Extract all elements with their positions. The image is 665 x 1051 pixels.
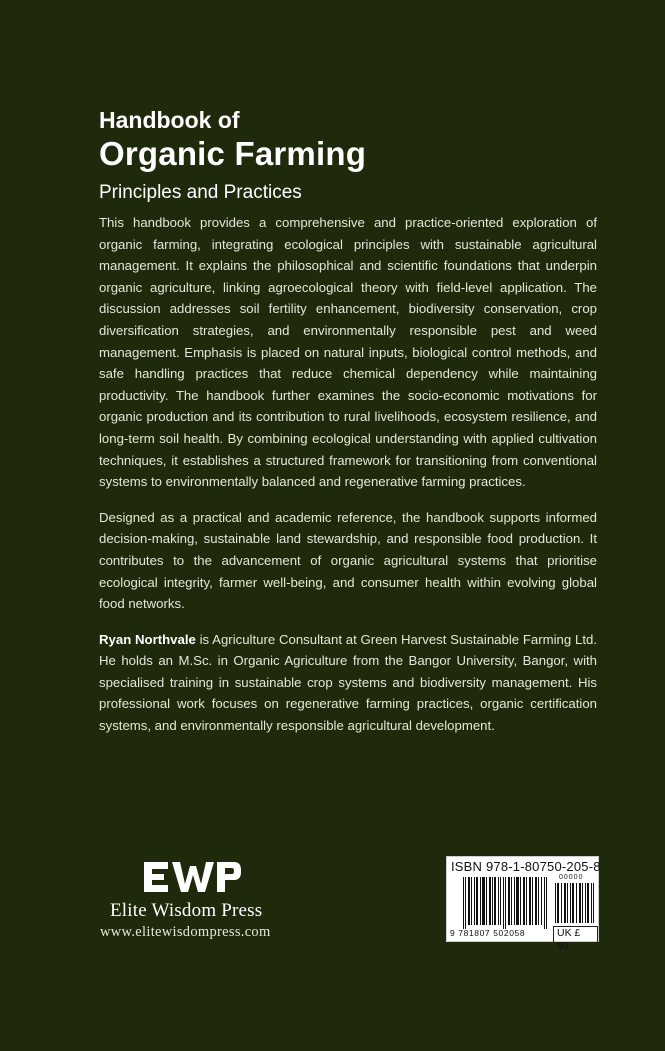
blurb-paragraph-1: This handbook provides a comprehensive and practice-oriented exploration of organic farming, integrating ecological principles with sustainable agricultural management. It explains the philosophical and scientific foundations that underpin organic agriculture, linking agroecological theory with field-level application. The discussion addresses soil fertility enhancement, biodiversity conservation, crop diversification strategies, and environmentally responsible pest and weed management. Emphasis is placed on natural inputs, biological control methods, and safe handling practices that reduce chemical dependency while maintaining productivity. The handbook further examines the socio-economic motivations for organic production and its contribution to rural livelihoods, ecosystem resilience, and long-term soil health. By combining ecological understanding with applied cultivation techniques, it establishes a structured framework for transitioning from conventional systems to environmentally balanced and regenerative farming practices.	[99, 215, 597, 490]
author-bio	[99, 629, 597, 737]
barcode-bars	[463, 877, 551, 929]
book-subtitle: Principles and Practices	[99, 182, 302, 203]
barcode-addon-bars	[555, 883, 595, 923]
barcode	[446, 856, 601, 952]
publisher-website: www.elitewisdompress.com	[100, 924, 271, 940]
barcode-digits: 9 781807 502058	[450, 928, 526, 938]
barcode-addon-digits: 00000	[559, 874, 584, 881]
book-title: Organic Farming	[99, 135, 367, 172]
price-label: UK £ 99	[553, 926, 598, 954]
publisher-block	[100, 858, 300, 941]
title-block	[99, 106, 599, 206]
author-name: Ryan Northvale	[99, 631, 196, 647]
blurb	[99, 212, 597, 751]
blurb-paragraph-2: Designed as a practical and academic reference, the handbook supports informed decision-making, sustainable land stewardship, and responsible food production. It contributes to the advancement of organic agricultural systems that prioritise ecological integrity, farmer well-being, and consumer health within evolving global food networks.	[99, 509, 597, 612]
title-line-1: Handbook of	[99, 107, 240, 133]
publisher-logo	[144, 858, 242, 896]
publisher-name: Elite Wisdom Press	[110, 900, 263, 921]
isbn-text: ISBN 978-1-80750-205-8	[451, 859, 601, 874]
author-bio-text: is Agriculture Consultant at Green Harvest Sustainable Farming Ltd. He holds an M.Sc. in Organic Agriculture from the Bangor University, Bangor, with specialised training in sustainable crop systems and biodiversity management. His professional work focuses on regenerative farming practices, organic certification systems, and environmentally responsible agricultural development.	[99, 631, 597, 734]
